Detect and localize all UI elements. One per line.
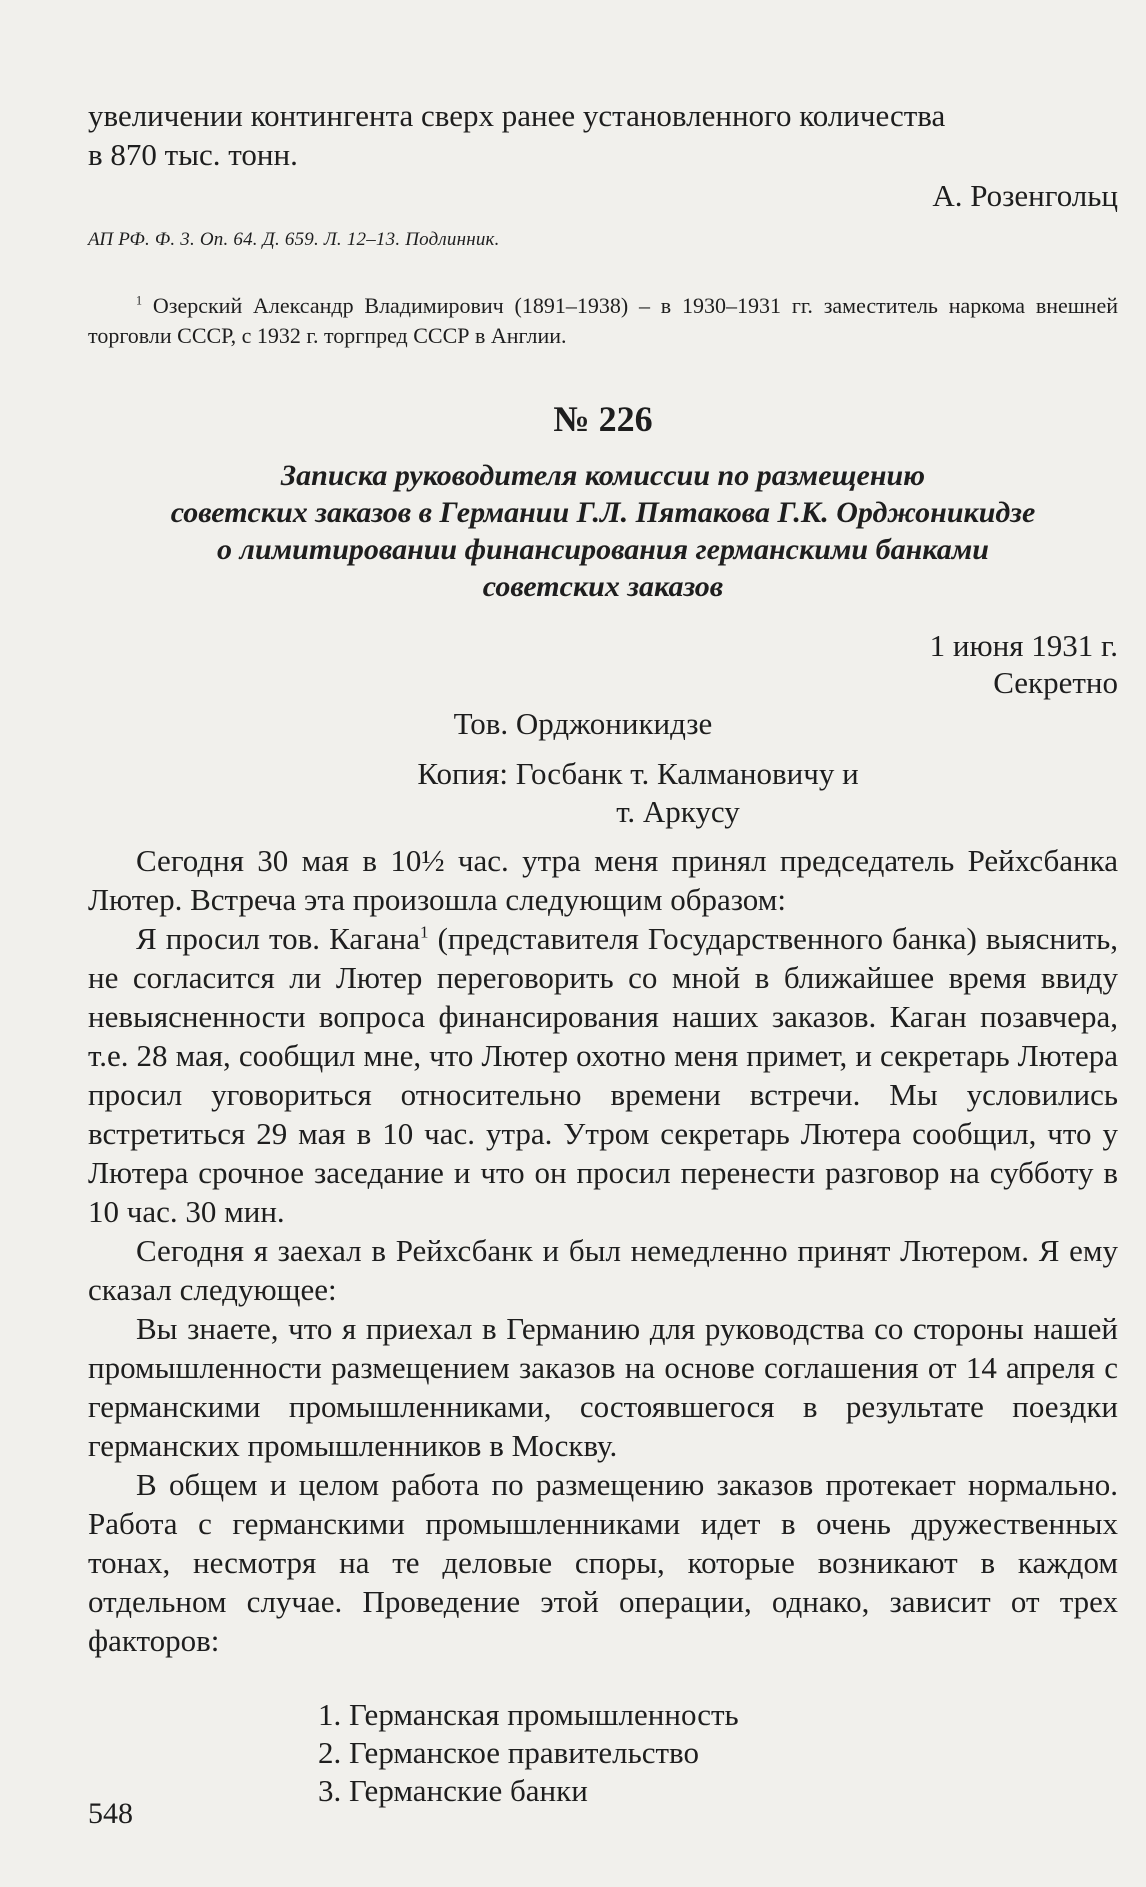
footnote <box>88 291 1118 351</box>
paragraph-1: Сегодня 30 мая в 10½ час. утра меня принял председатель Рейхсбанка Лютер. Встреча эта произошла следующим образом: <box>88 843 1118 917</box>
paragraph-2-footnote-mark: 1 <box>419 922 429 942</box>
list-item: 1. Германская промышленность <box>318 1697 739 1732</box>
paragraph-3: Сегодня я заехал в Рейхсбанк и был немедленно принят Лютером. Я ему сказал следующее: <box>88 1233 1118 1307</box>
factors-list <box>88 1696 1118 1810</box>
list-item: 2. Германское правительство <box>318 1735 699 1770</box>
copy-line-2: т. Аркусу <box>616 794 740 829</box>
footnote-text: Озерский Александр Владимирович (1891–1938) – в 1930–1931 гг. заместитель наркома внешней торговли СССР, с 1932 г. торгпред СССР в Англии. <box>88 293 1118 348</box>
title-line-4: советских заказов <box>482 570 724 603</box>
document-date: 1 июня 1931 г. <box>929 628 1118 663</box>
signature: А. Розенгольц <box>932 178 1118 213</box>
document-number: № 226 <box>553 399 653 439</box>
title-line-1: Записка руководителя комиссии по размещению <box>280 459 926 492</box>
page-number: 548 <box>88 1797 133 1830</box>
paragraph-5: В общем и целом работа по размещению заказов протекает нормально. Работа с германскими промышленниками идет в очень дружественных тонах, несмотря на те деловые споры, которые возникают в каждом отдельном случае. Проведение этой операции, однако, зависит от трех факторов: <box>88 1467 1118 1658</box>
document-title <box>88 457 1118 605</box>
opening-line-1: увеличении контингента сверх ранее установленного количества <box>88 98 946 133</box>
opening-text <box>88 96 1118 174</box>
archive-reference: АП РФ. Ф. 3. Оп. 64. Д. 659. Л. 12–13. Подлинник. <box>88 229 500 250</box>
paragraph-2-b: (представителя Государственного банка) выяснить, не согласится ли Лютер переговорить со мной в ближайшее время ввиду невыясненности вопроса финансирования наших заказов. Каган позавчера, т.е. 28 мая, сообщил мне, что Лютер охотно меня примет, и секретарь Лютера просил уговориться относительно времени встречи. Мы условились встретиться 29 мая в 10 час. утра. Утром секретарь Лютера сообщил, что у Лютера срочное заседание и что он просил перенести разговор на субботу в 10 час. 30 мин. <box>88 921 1119 1229</box>
paragraph-2-a: Я просил тов. Кагана <box>136 921 420 956</box>
paragraph-2 <box>88 919 1118 1231</box>
copy-line-1: Копия: Госбанк т. Калмановичу и <box>417 756 859 791</box>
paragraph-4: Вы знаете, что я приехал в Германию для руководства со стороны нашей промышленности размещением заказов на основе соглашения от 14 апреля с германскими промышленниками, состоявшегося в результате поездки германских промышленников в Москву. <box>88 1311 1118 1463</box>
page-content <box>88 96 1118 1810</box>
title-line-3: о лимитировании финансирования германскими банками <box>217 533 989 566</box>
document-classification: Секретно <box>993 665 1118 700</box>
opening-line-2: в 870 тыс. тонн. <box>88 137 298 172</box>
list-item: 3. Германские банки <box>318 1773 588 1808</box>
title-line-2: советских заказов в Германии Г.Л. Пятакова Г.К. Орджоникидзе <box>170 496 1036 529</box>
addressee: Тов. Орджоникидзе <box>453 706 713 741</box>
footnote-mark: 1 <box>136 293 143 308</box>
